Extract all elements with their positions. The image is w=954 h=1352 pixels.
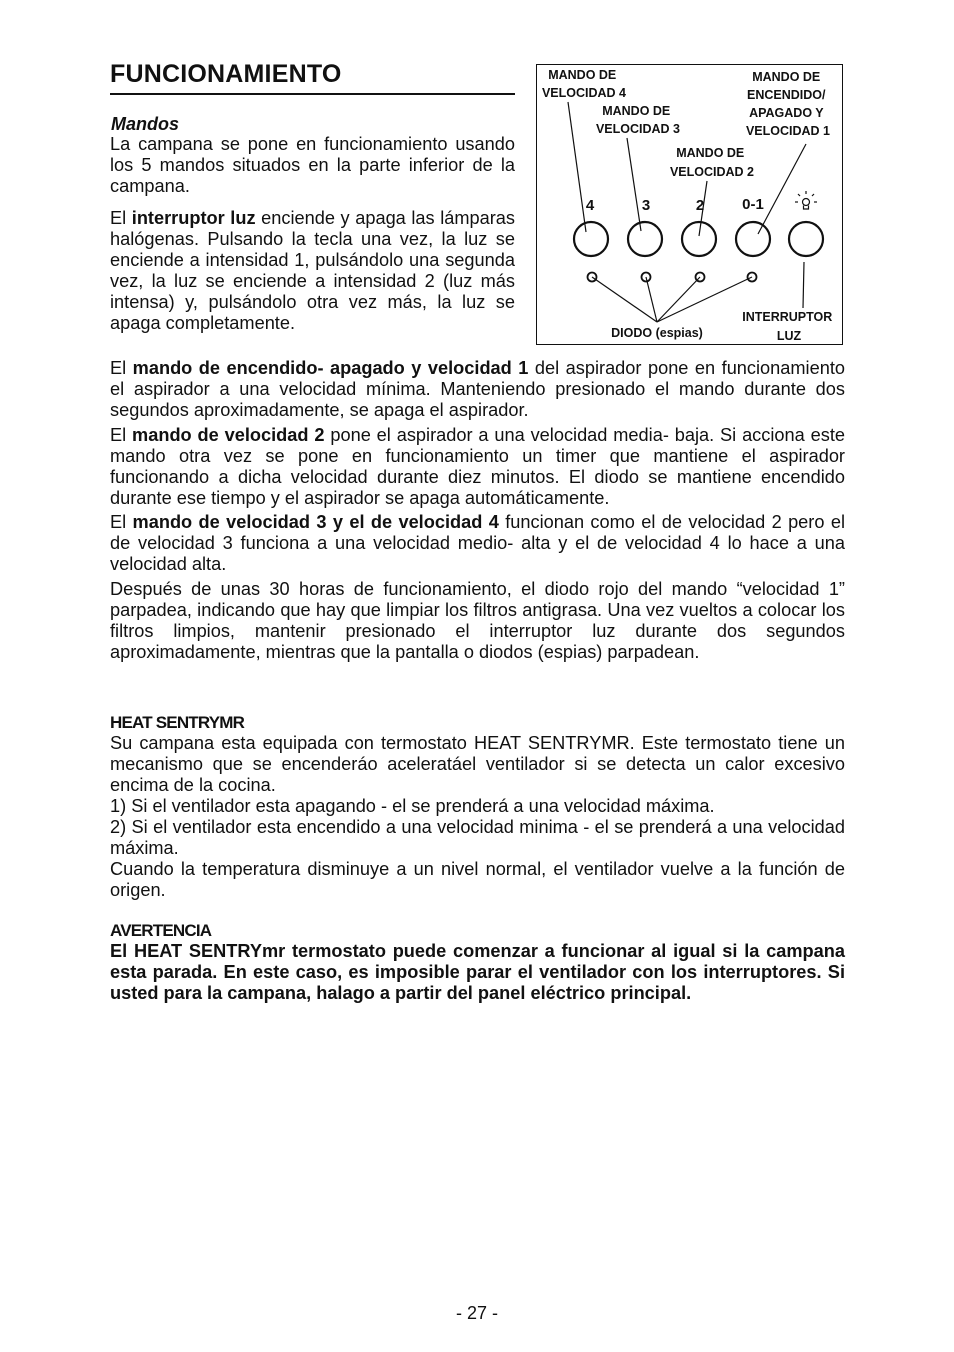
- paragraph-speed-1: [110, 358, 845, 421]
- section-subtitle: Mandos: [111, 114, 180, 134]
- paragraph-speed-2: [110, 425, 845, 509]
- bold-term: mando de velocidad 3 y el de velocidad 4: [132, 512, 499, 532]
- control-panel-diagram: [536, 64, 843, 345]
- label-diodes: DIODO (espias): [611, 326, 703, 340]
- text: El: [110, 512, 133, 532]
- text: del aspirador pone en funcionamiento el aspirador a una velocidad mínima. Manteniendo presionado el mando durante dos segundos aproximadamente, se apaga el aspirador.: [110, 358, 845, 420]
- text: pone el aspirador a una velocidad media- baja. Si acciona este mando otra vez se pone en funcionamiento un timer que mantiene el aspirador funcionando a dicha velocidad durante diez minutos. El diodo se mantiene encendido durante ese tiempo y el aspirador se apaga automáticamente.: [110, 425, 845, 508]
- label-speed-2: MANDO DE VELOCIDAD 2: [669, 146, 755, 179]
- page-title: FUNCIONAMIENTO: [110, 58, 515, 95]
- bold-term: mando de encendido- apagado y velocidad 1: [132, 358, 529, 378]
- bold-term: mando de velocidad 2: [132, 425, 325, 445]
- button-number-4: 4: [585, 197, 595, 214]
- text: El: [110, 425, 133, 445]
- label-on-off-speed-1: MANDO DE ENCENDIDO/ APAGADO Y VELOCIDAD 1: [745, 70, 831, 138]
- paragraph-light-switch: [110, 208, 515, 334]
- speed-4-button: [574, 222, 608, 256]
- heat-sentry-text: Su campana esta equipada con termostato HEAT SENTRYMR. Este termostato tiene un mecanismo que se encenderáo aceleratáel ventilador si se detecta un calor excesivo encima de la cocina.: [110, 733, 845, 795]
- light-switch-button: [789, 222, 823, 256]
- speed-2-button: [682, 222, 716, 256]
- label-light-switch: INTERRUPTOR LUZ: [742, 310, 833, 343]
- speed-3-button: [628, 222, 662, 256]
- button-number-2: 2: [695, 197, 705, 214]
- paragraph-intro: La campana se pone en funcionamiento usando los 5 mandos situados en la parte inferior de la campana.: [110, 134, 515, 196]
- warning-heading: AVERTENCIA: [110, 921, 212, 940]
- button-number-0-1: 0-1: [742, 196, 764, 213]
- warning-text: El HEAT SENTRYmr termostato puede comenzar a funcionar al igual si la campana esta parada. En este caso, es imposible parar el ventilador con los interruptores. Si usted para la campana, halago a partir del panel eléctrico principal.: [110, 941, 845, 1003]
- label-speed-4: MANDO DE VELOCIDAD 4: [541, 68, 627, 100]
- bold-term: interruptor luz: [131, 208, 256, 228]
- text: enciende y apaga las lámparas halógenas. Pulsando la tecla una vez, la luz se enciende a intensidad 1, pulsándolo una segunda vez, la luz se enciende a intensidad 2 (luz más intensa) y, pulsándolo otra vez más, la luz se apaga completamente.: [110, 208, 516, 333]
- heat-sentry-item-2: 2) Si el ventilador esta encendido a una velocidad minima - el se prenderá a una velocidad máxima.: [110, 817, 845, 858]
- paragraph-speed-3-4: [110, 512, 845, 575]
- text: funcionan como el de velocidad 2 pero el de velocidad 3 funciona a una velocidad medio- alta y el de velocidad 4 lo hace a una velocidad alta.: [110, 512, 845, 574]
- light-bulb-icon: [795, 191, 817, 209]
- text: El: [110, 208, 132, 228]
- heat-sentry-heading: HEAT SENTRYMR: [110, 713, 245, 732]
- page-number: - 27 -: [455, 1303, 498, 1323]
- heat-sentry-item-1: 1) Si el ventilador esta apagando - el se prenderá a una velocidad máxima.: [110, 796, 715, 816]
- text: El: [110, 358, 133, 378]
- label-speed-3: MANDO DE VELOCIDAD 3: [595, 104, 681, 136]
- on-off-speed-1-button: [736, 222, 770, 256]
- heat-sentry-end: Cuando la temperatura disminuye a un nivel normal, el ventilador vuelve a la función de origen.: [110, 859, 845, 900]
- paragraph-filter-reset: Después de unas 30 horas de funcionamiento, el diodo rojo del mando “velocidad 1” parpadea, indicando que hay que limpiar los filtros antigrasa. Una vez vueltos a colocar los filtros limpios, mantenir presionado el interruptor luz durante dos segundos aproximadamente, mientras que la pantalla o diodos (espias) parpadean.: [110, 579, 845, 662]
- button-number-3: 3: [641, 197, 651, 214]
